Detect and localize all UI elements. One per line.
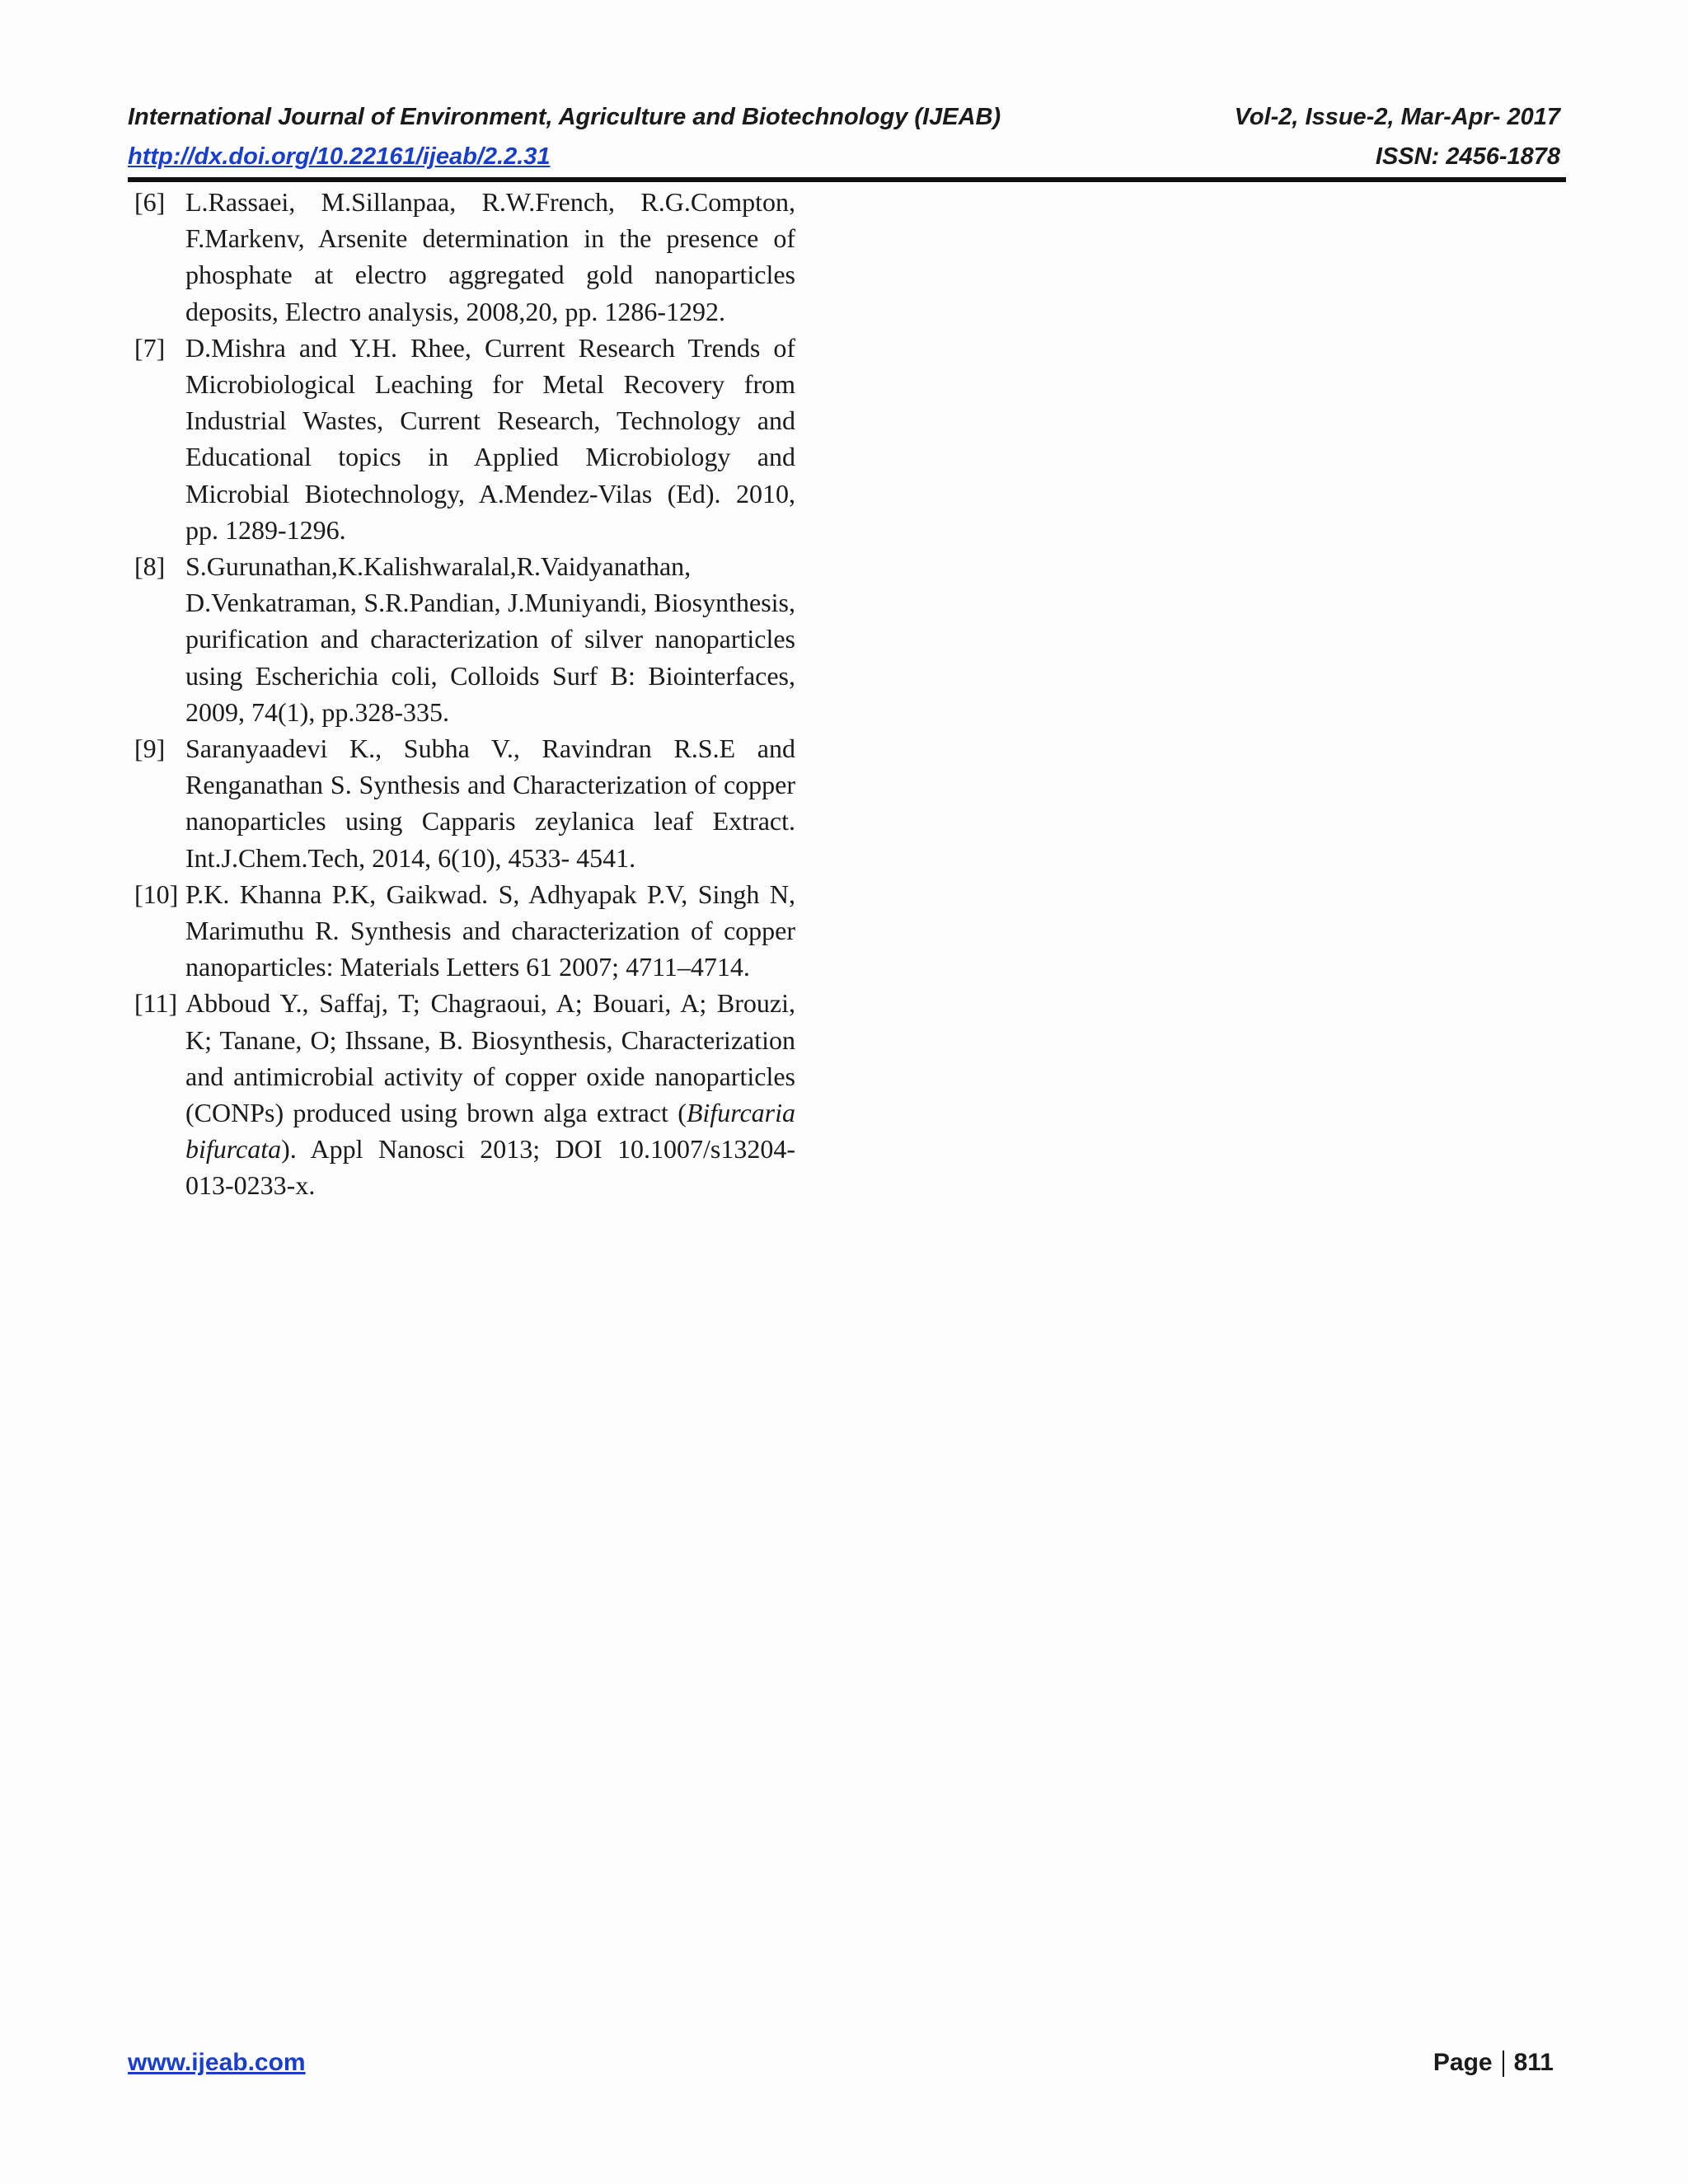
header-row-top (128, 97, 1560, 137)
reference-number: [8] (134, 551, 166, 582)
page-label: Page (1432, 2049, 1493, 2076)
reference-text: Saranyaadevi K., Subha V., Ravindran R.S.E and Renganathan S. Synthesis and Characterization of copper nanoparticles using Capparis zeylanica leaf Extract. Int.J.Chem.Tech, 2014, 6(10), 4533- 4541. (185, 733, 795, 873)
reference-item (134, 876, 795, 986)
page-header (128, 97, 1560, 176)
page-number: 811 (1513, 2049, 1554, 2076)
reference-text: P.K. Khanna P.K, Gaikwad. S, Adhyapak P.V, Singh N, Marimuthu R. Synthesis and characterization of copper nanoparticles: Materials Letters 61 2007; 4711–4714. (185, 879, 795, 982)
reference-number: [7] (134, 332, 166, 363)
reference-text: S.Gurunathan,K.Kalishwaralal,R.Vaidyanathan, D.Venkatraman, S.R.Pandian, J.Muniyandi, Biosynthesis, purification and characterization of silver nanoparticles using Escherichia coli, Colloids Surf B: Biointerfaces, 2009, 74(1), pp.328-335. (185, 551, 795, 727)
issn: ISSN: 2456-1878 (1375, 143, 1560, 170)
reference-item (134, 330, 795, 548)
reference-text-part: Abboud Y., Saffaj, T; Chagraoui, A; Bouari, A; Brouzi, K; Tanane, O; Ihssane, B. Biosynthesis, Characterization and antimicrobial activity of copper oxide nanoparticles (CONPs) produced using brown alga extract ( (185, 988, 795, 1128)
journal-title: International Journal of Environment, Agriculture and Biotechnology (IJEAB) (128, 104, 1001, 130)
reference-number: [9] (134, 733, 166, 764)
reference-text: D.Mishra and Y.H. Rhee, Current Research Trends of Microbiological Leaching for Metal Recovery from Industrial Wastes, Current Research, Technology and Educational topics in Applied Microbiology and Microbial Biotechnology, A.Mendez-Vilas (Ed). 2010, pp. 1289-1296. (185, 332, 795, 545)
reference-item (134, 730, 795, 876)
reference-item (134, 184, 795, 330)
header-divider (128, 177, 1566, 182)
page-footer (128, 2049, 1554, 2077)
species-name: Bifurcaria bifurcata (185, 1098, 795, 1165)
header-row-bottom (128, 137, 1560, 176)
reference-number: [6] (134, 187, 166, 217)
doi-link[interactable]: http://dx.doi.org/10.22161/ijeab/2.2.31 (128, 143, 551, 170)
website-link[interactable]: www.ijeab.com (128, 2049, 306, 2076)
page-indicator (1433, 2049, 1554, 2077)
reference-text: L.Rassaei, M.Sillanpaa, R.W.French, R.G.Compton, F.Markenv, Arsenite determination in the presence of phosphate at electro aggregated gold nanoparticles deposits, Electro analysis, 2008,20, pp. 1286-1292. (185, 187, 795, 326)
reference-number: [10] (134, 879, 179, 909)
reference-text-part: ). Appl Nanosci 2013; DOI 10.1007/s13204-013-0233-x. (185, 1134, 795, 1201)
page-separator (1503, 2050, 1504, 2077)
reference-text (185, 985, 795, 1203)
reference-number: [11] (134, 988, 178, 1019)
reference-item (134, 548, 795, 730)
volume-issue: Vol-2, Issue-2, Mar-Apr- 2017 (1234, 104, 1560, 130)
reference-item (134, 985, 795, 1203)
reference-list (134, 184, 795, 1204)
